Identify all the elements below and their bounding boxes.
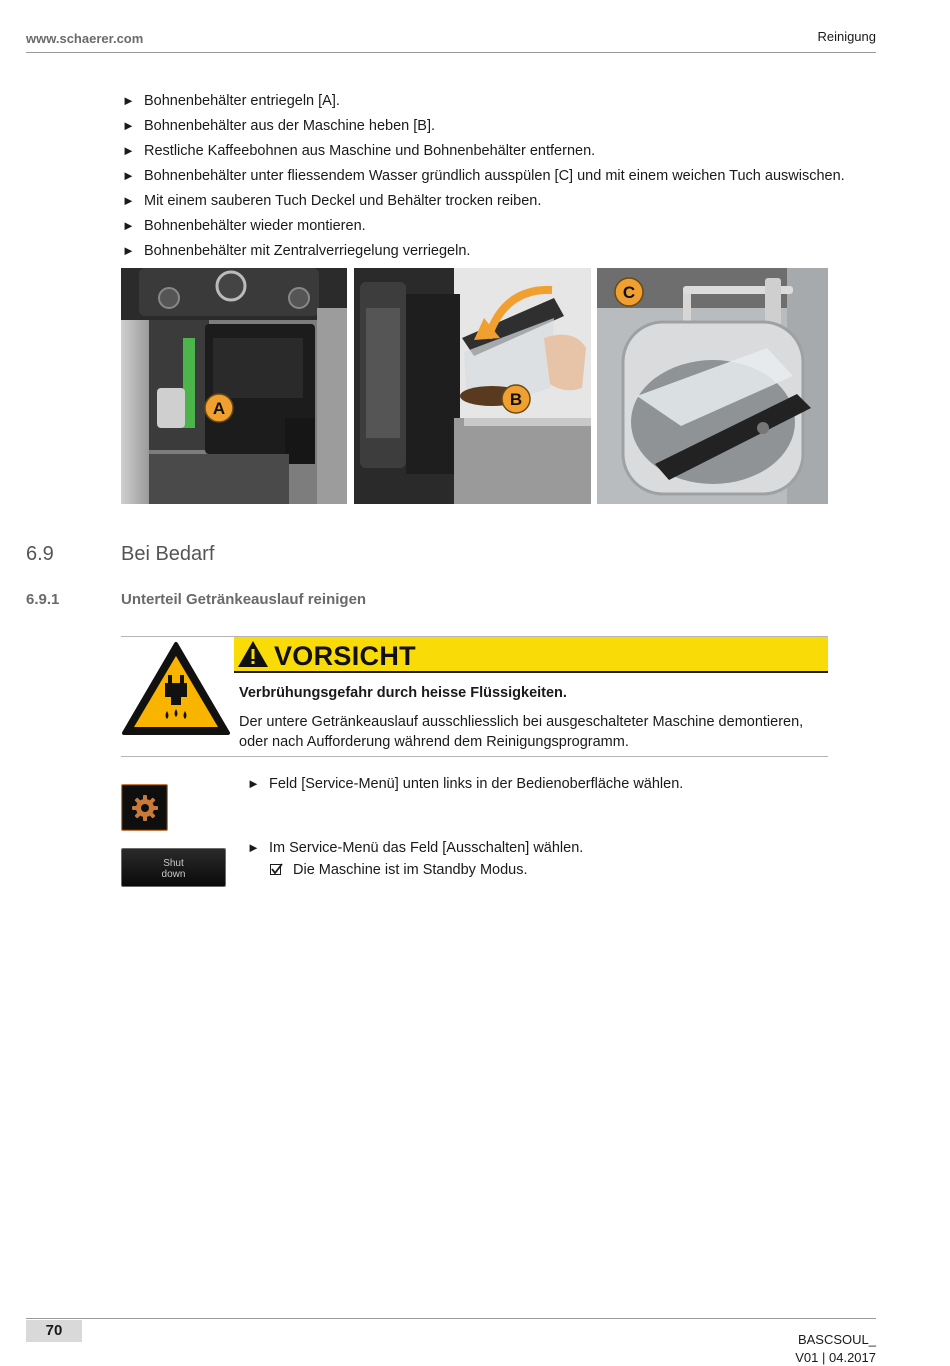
warning-triangle-icon bbox=[237, 640, 269, 673]
bullet-arrow-icon: ► bbox=[122, 193, 135, 208]
bullet-arrow-icon: ► bbox=[247, 776, 260, 791]
photo-unlock-bean-hopper bbox=[121, 268, 347, 504]
warning-signal-bar bbox=[234, 637, 828, 673]
photo-label-c: C bbox=[622, 283, 636, 302]
document-id-line: BASCSOUL_ bbox=[797, 1332, 876, 1347]
step-item: ► Bohnenbehälter aus der Maschine heben [B]. bbox=[122, 113, 882, 138]
step-list bbox=[122, 88, 882, 263]
shutdown-button[interactable] bbox=[121, 848, 226, 887]
gear-icon bbox=[130, 793, 160, 823]
header-site-url: www.schaerer.com bbox=[26, 31, 144, 46]
warning-headline: Verbrühungsgefahr durch heisse Flüssigkeiten. bbox=[239, 685, 567, 701]
document-id bbox=[795, 1331, 876, 1366]
section-title: Bei Bedarf bbox=[121, 543, 215, 565]
photo-label-b: B bbox=[509, 390, 523, 409]
step-item: ► Bohnenbehälter entriegeln [A]. bbox=[122, 88, 882, 113]
warning-text-line: oder nach Aufforderung während dem Reinigungsprogramm. bbox=[239, 734, 629, 750]
step-item: ► Mit einem sauberen Tuch Deckel und Behälter trocken reiben. bbox=[122, 188, 882, 213]
photo-lift-bean-hopper bbox=[354, 268, 591, 504]
header-section-name: Reinigung bbox=[817, 29, 876, 44]
section-number: 6.9 bbox=[26, 543, 54, 565]
warning-text-line: Der untere Getränkeauslauf ausschliesslich bei ausgeschalteter Maschine demontieren, bbox=[239, 714, 804, 730]
bullet-arrow-icon: ► bbox=[122, 93, 135, 108]
step-item: ► Bohnenbehälter mit Zentralverriegelung verriegeln. bbox=[122, 238, 882, 263]
bullet-arrow-icon: ► bbox=[122, 243, 135, 258]
photo-label-a: A bbox=[212, 399, 226, 418]
footer-divider bbox=[26, 1318, 876, 1319]
checkbox-checked-icon bbox=[270, 864, 281, 875]
bullet-arrow-icon: ► bbox=[122, 218, 135, 233]
subsection-number: 6.9.1 bbox=[26, 591, 60, 608]
bullet-arrow-icon: ► bbox=[122, 118, 135, 133]
bullet-arrow-icon: ► bbox=[122, 168, 135, 183]
service-menu-button[interactable] bbox=[121, 784, 168, 831]
warning-text bbox=[239, 712, 829, 752]
step-item: ► Bohnenbehälter wieder montieren. bbox=[122, 213, 882, 238]
subsection-title: Unterteil Getränkeauslauf reinigen bbox=[121, 591, 367, 608]
shutdown-label: down bbox=[161, 869, 186, 880]
warning-signal-word: VORSICHT bbox=[274, 641, 416, 671]
page-number: 70 bbox=[26, 1320, 82, 1342]
shutdown-label: Shut bbox=[163, 858, 184, 869]
warning-divider-bottom bbox=[121, 756, 828, 757]
action-step: ► Im Service-Menü das Feld [Ausschalten] wählen. bbox=[247, 840, 584, 856]
header-divider bbox=[26, 52, 876, 53]
hot-liquid-warning-icon bbox=[121, 641, 231, 742]
action-step: ► Feld [Service-Menü] unten links in der Bedienoberfläche wählen. bbox=[247, 776, 684, 792]
bullet-arrow-icon: ► bbox=[122, 143, 135, 158]
action-result: Die Maschine ist im Standby Modus. bbox=[270, 862, 528, 878]
step-item: ► Restliche Kaffeebohnen aus Maschine und Bohnenbehälter entfernen. bbox=[122, 138, 882, 163]
document-version-line: V01 | 04.2017 bbox=[795, 1350, 876, 1365]
step-item: ► Bohnenbehälter unter fliessendem Wasser gründlich ausspülen [C] und mit einem weichen Tuch auswischen. bbox=[122, 163, 882, 188]
bullet-arrow-icon: ► bbox=[247, 840, 260, 855]
photo-rinse-bean-hopper bbox=[597, 268, 828, 504]
